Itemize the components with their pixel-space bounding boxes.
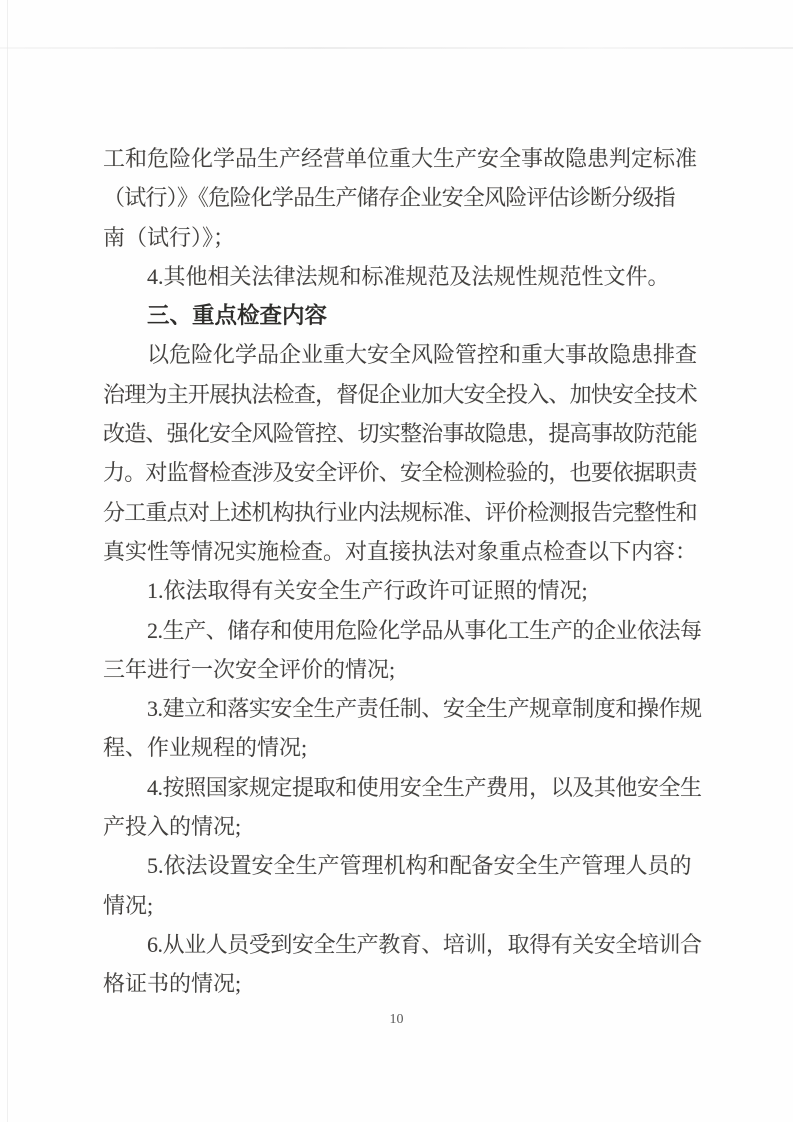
checklist-item-2-line: 2.生产、储存和使用危险化学品从事化工生产的企业依法每 — [147, 617, 702, 643]
checklist-item-1-line: 1.依法取得有关安全生产行政许可证照的情况; — [147, 578, 588, 604]
scan-edge-artifact — [7, 0, 8, 1122]
para-line: 力。对监督检查涉及安全评价、安全检测检验的，也要依据职责 — [103, 460, 697, 486]
checklist-item-4-line: 4.按照国家规定提取和使用安全生产费用，以及其他安全生 — [147, 774, 702, 800]
checklist-item-6-line: 6.从业人员受到安全生产教育、培训，取得有关安全培训合 — [147, 931, 702, 957]
checklist-item-5-line: 5.依法设置安全生产管理机构和配备安全生产管理人员的 — [147, 853, 692, 879]
para-line: 改造、强化安全风险管控、切实整治事故隐患，提高事故防范能 — [103, 421, 697, 447]
checklist-item-3-line: 程、作业规程的情况; — [103, 735, 308, 761]
checklist-item-6-line: 格证书的情况; — [103, 971, 242, 997]
scan-streak-artifact — [0, 47, 793, 49]
para-line: 以危险化学品企业重大安全风险管控和重大事故隐患排查 — [147, 342, 698, 368]
list-item-4-line: 4.其他相关法律法规和标准规范及法规性规范性文件。 — [147, 263, 670, 289]
para-continuation-line: 南（试行）》； — [103, 224, 236, 250]
checklist-item-2-line: 三年进行一次安全评价的情况; — [103, 656, 396, 682]
checklist-item-5-line: 情况; — [103, 892, 154, 918]
checklist-item-4-line: 产投入的情况; — [103, 814, 242, 840]
para-continuation-line: 工和危险化学品生产经营单位重大生产安全事故隐患判定标准 — [103, 146, 698, 171]
para-line: 分工重点对上述机构执行业内法规标准、评价检测报告完整性和 — [103, 499, 697, 525]
checklist-item-3-line: 3.建立和落实安全生产责任制、安全生产规章制度和操作规 — [147, 696, 702, 722]
page-number: 10 — [389, 1012, 404, 1027]
para-line: 治理为主开展执法检查，督促企业加大安全投入、加快安全技术 — [103, 381, 697, 407]
para-continuation-line: （试行）》《危险化学品生产储存企业安全风险评估诊断分级指 — [103, 185, 675, 211]
body-text-block — [103, 139, 702, 1004]
para-line: 真实性等情况实施检查。对直接执法对象重点检查以下内容： — [103, 538, 698, 564]
section-heading: 三、重点检查内容 — [147, 303, 328, 329]
